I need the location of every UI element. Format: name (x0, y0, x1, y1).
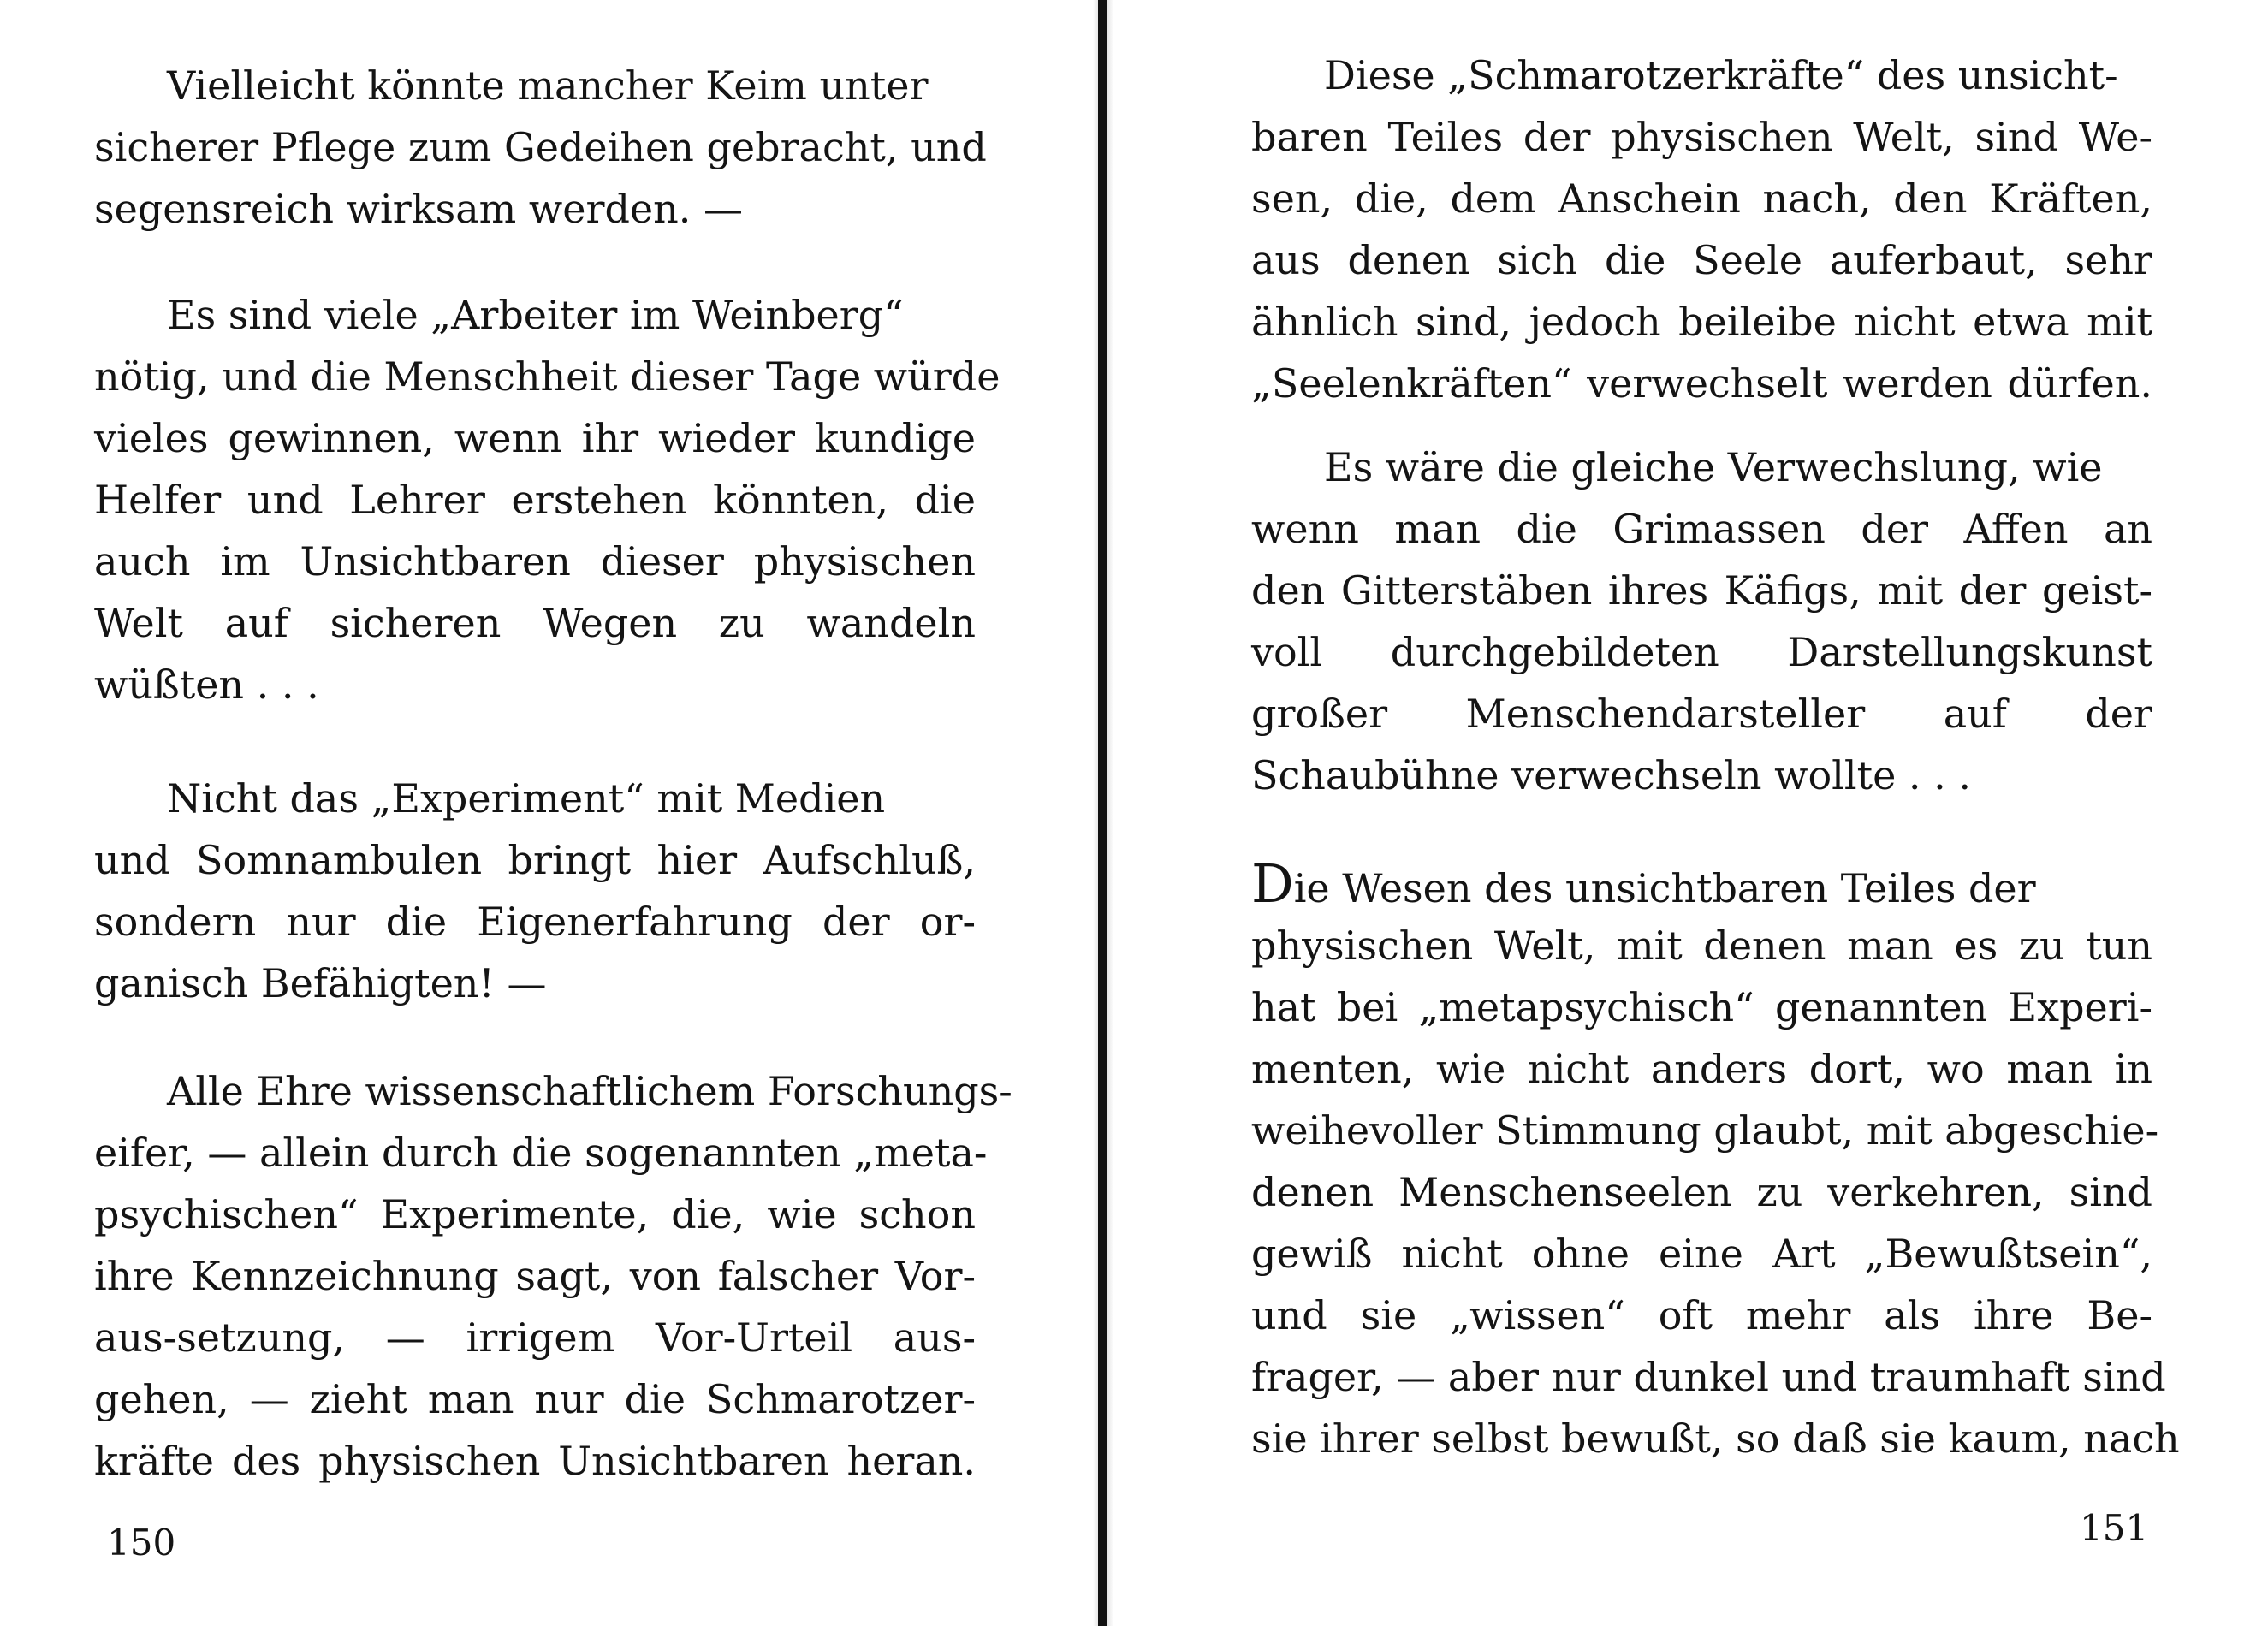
right-page (1113, 0, 2268, 1626)
text-line: Es sind viele „Arbeiter im Weinberg“ (167, 292, 904, 338)
text-line: Nicht das „Experiment“ mit Medien (167, 775, 886, 822)
text-line: Schaubühne verwechseln wollte . . . (1251, 752, 1972, 798)
text-line: segensreich wirksam werden. — (94, 186, 744, 232)
text-line: auch im Unsichtbaren dieser physischen (94, 538, 976, 585)
text-line: physischen Welt, mit denen man es zu tun (1251, 923, 2152, 969)
text-line: vieles gewinnen, wenn ihr wieder kundige (94, 415, 976, 461)
text-line: aus-setzung, — irrigem Vor-Urteil aus- (94, 1314, 976, 1361)
text-line: Diese „Schmarotzerkräfte“ des unsicht- (1324, 52, 2118, 98)
text-line: Helfer und Lehrer erstehen könnten, die (94, 477, 976, 523)
text-line: weihevoller Stimmung glaubt, mit abgeschie- (1251, 1107, 2159, 1154)
text-line: Alle Ehre wissenschaftlichem Forschungs- (167, 1068, 1012, 1114)
text-line: Es wäre die gleiche Verwechslung, wie (1324, 444, 2103, 490)
book-spine (1098, 0, 1107, 1626)
text-line (1251, 852, 2152, 915)
text-line: voll durchgebildeten Darstellungskunst (1251, 629, 2152, 675)
text-line: aus denen sich die Seele auferbaut, sehr (1251, 237, 2152, 283)
text-line: psychischen“ Experimente, die, wie schon (94, 1191, 976, 1237)
text-line: nötig, und die Menschheit dieser Tage würde (94, 353, 1000, 400)
text-line: wenn man die Grimassen der Affen an (1251, 506, 2152, 552)
text-line: ihre Kennzeichnung sagt, von falscher Vor- (94, 1253, 976, 1299)
text-line: Welt auf sicheren Wegen zu wandeln (94, 600, 976, 646)
text-line: gehen, — zieht man nur die Schmarotzer- (94, 1376, 976, 1422)
text-line: großer Menschendarsteller auf der (1251, 691, 2152, 737)
text-line: Vielleicht könnte mancher Keim unter (167, 62, 929, 109)
text-line: kräfte des physischen Unsichtbaren heran. (94, 1438, 976, 1484)
page-number: 150 (107, 1522, 176, 1564)
text-line: baren Teiles der physischen Welt, sind We- (1251, 114, 2152, 160)
text-line: „Seelenkräften“ verwechselt werden dürfen. (1251, 360, 2152, 406)
text-line: eifer, — allein durch die sogenannten „meta- (94, 1130, 988, 1176)
text-line: sicherer Pflege zum Gedeihen gebracht, und (94, 124, 987, 170)
page-number: 151 (2080, 1507, 2149, 1549)
text-line: hat bei „metapsychisch“ genannten Experi- (1251, 984, 2152, 1030)
drop-cap: D (1251, 852, 1294, 915)
text-line: menten, wie nicht anders dort, wo man in (1251, 1046, 2152, 1092)
text-line: denen Menschenseelen zu verkehren, sind (1251, 1169, 2152, 1215)
text-line: ganisch Befähigten! — (94, 960, 547, 1006)
text-line: frager, — aber nur dunkel und traumhaft sind (1251, 1354, 2166, 1400)
text-line: sen, die, dem Anschein nach, den Kräften, (1251, 175, 2152, 222)
text-line: gewiß nicht ohne eine Art „Bewußtsein“, (1251, 1231, 2152, 1277)
text-line: ähnlich sind, jedoch beileibe nicht etwa mit (1251, 299, 2152, 345)
text-line: sie ihrer selbst bewußt, so daß sie kaum, nach (1251, 1415, 2180, 1462)
drop-cap-line-text: ie Wesen des unsichtbaren Teiles der (1293, 865, 2036, 911)
left-page (0, 0, 1095, 1626)
text-line: den Gitterstäben ihres Käfigs, mit der geist- (1251, 567, 2152, 614)
text-line: und sie „wissen“ oft mehr als ihre Be- (1251, 1292, 2152, 1338)
text-line: wüßten . . . (94, 662, 319, 708)
text-line: und Somnambulen bringt hier Aufschluß, (94, 837, 976, 883)
text-line: sondern nur die Eigenerfahrung der or- (94, 899, 976, 945)
